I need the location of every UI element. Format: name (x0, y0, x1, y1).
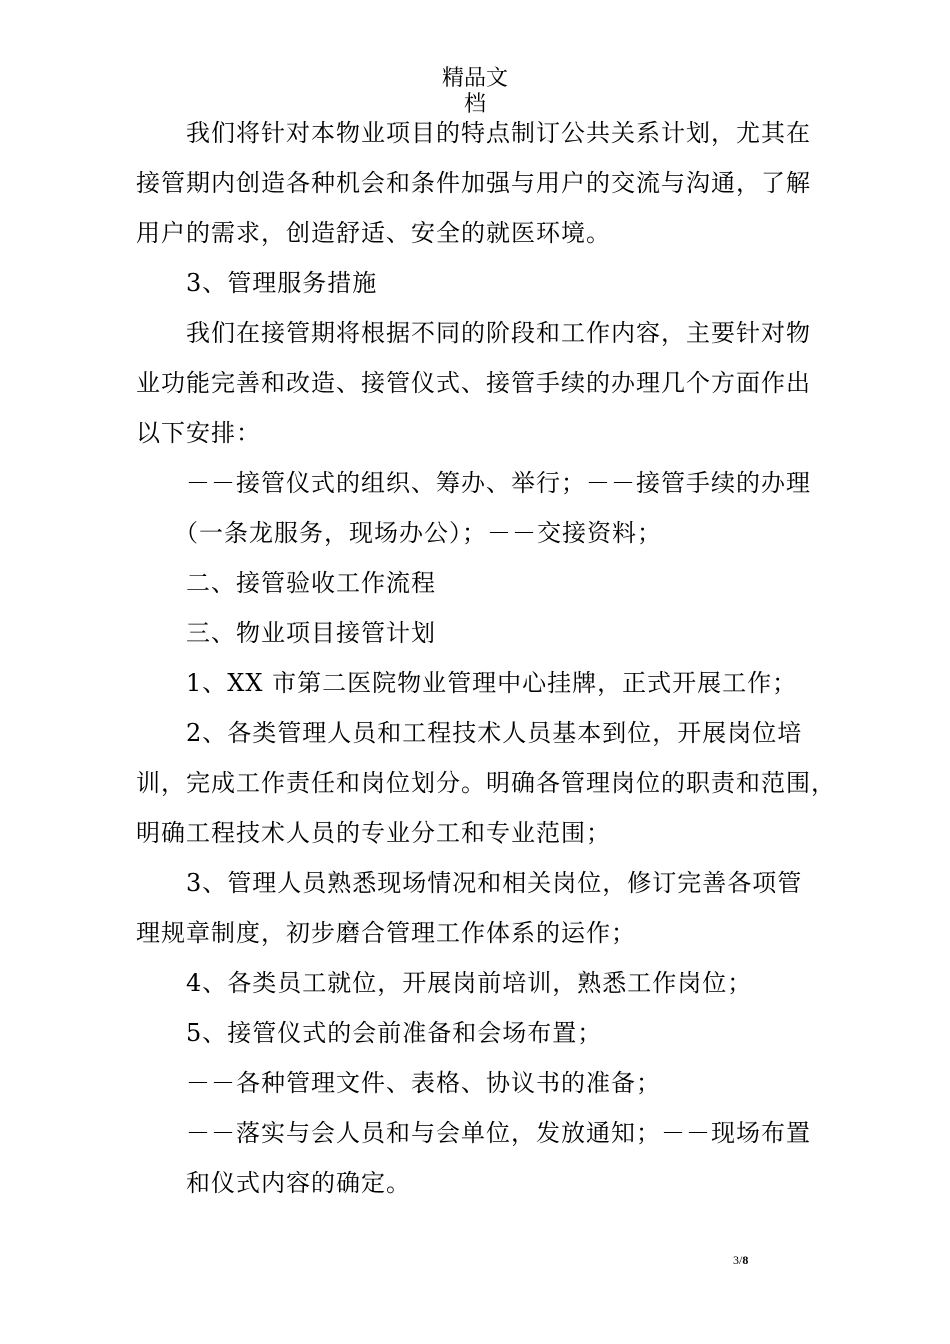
list-item: 1、XX 市第二医院物业管理中心挂牌，正式开展工作； (136, 669, 798, 697)
paragraph-line: 用户的需求，创造舒适、安全的就医环境。 (136, 219, 611, 247)
paragraph-line: 和仪式内容的确定。 (136, 1169, 411, 1197)
list-item: 2、各类管理人员和工程技术人员基本到位，开展岗位培 (136, 719, 803, 747)
section-heading: 二、接管验收工作流程 (136, 569, 436, 597)
header-title-line2: 档 (463, 92, 486, 117)
header-title-line1: 精品文 (441, 66, 508, 91)
paragraph-line: 训，完成工作责任和岗位划分。明确各管理岗位的职责和范围， (136, 769, 836, 797)
page-number (733, 1253, 748, 1268)
list-item: －－各种管理文件、表格、协议书的准备； (136, 1069, 661, 1097)
page-total: 8 (742, 1253, 749, 1267)
page-current: 3/ (733, 1253, 743, 1267)
paragraph-line: 我们将针对本物业项目的特点制订公共关系计划，尤其在 (136, 119, 811, 147)
list-item: －－落实与会人员和与会单位，发放通知；－－现场布置 (136, 1119, 811, 1147)
paragraph-line: 我们在接管期将根据不同的阶段和工作内容，主要针对物 (136, 319, 811, 347)
paragraph-line: 业功能完善和改造、接管仪式、接管手续的办理几个方面作出 (136, 369, 811, 397)
paragraph-line: 明确工程技术人员的专业分工和专业范围； (136, 819, 611, 847)
paragraph-line: 以下安排： (136, 419, 261, 447)
section-heading: 3、管理服务措施 (136, 269, 378, 297)
paragraph-line: 接管期内创造各种机会和条件加强与用户的交流与沟通，了解 (136, 169, 811, 197)
paragraph-line: －－接管仪式的组织、筹办、举行；－－接管手续的办理 (136, 469, 811, 497)
list-item: 3、管理人员熟悉现场情况和相关岗位，修订完善各项管 (136, 869, 803, 897)
paragraph-line: 理规章制度，初步磨合管理工作体系的运作； (136, 919, 636, 947)
list-item: 5、接管仪式的会前准备和会场布置； (136, 1019, 603, 1047)
list-item: 4、各类员工就位，开展岗前培训，熟悉工作岗位； (136, 969, 753, 997)
paragraph-line: （一条龙服务，现场办公）；－－交接资料； (136, 519, 662, 547)
section-heading: 三、物业项目接管计划 (136, 619, 436, 647)
